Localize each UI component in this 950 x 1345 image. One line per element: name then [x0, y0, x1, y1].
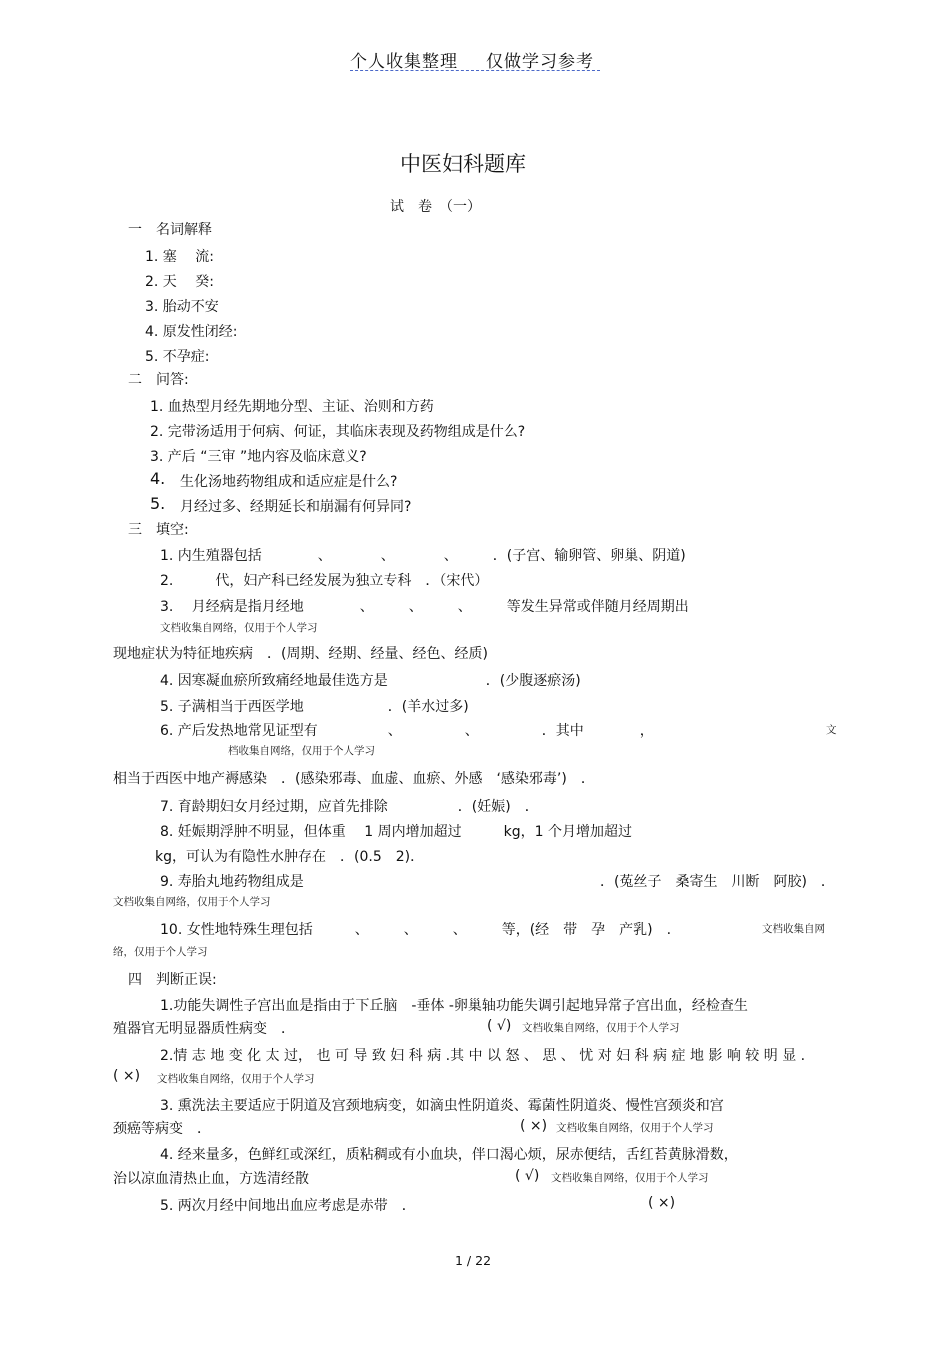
judge-question-2: 2.情 志 地 变 化 太 过， 也 可 导 致 妇 科 病 .其 中 以 怒 、 思 、 忧 对 妇 科 病 症 地 影 响 较 明 显 .	[160, 1048, 806, 1064]
section1-item: 5. 不孕症:	[145, 349, 210, 365]
fill-question-5: 5. 子满相当于西医学地 ．(羊水过多)	[160, 699, 469, 715]
fill-question-6: 6. 产后发热地常见证型有 、 、 ．其中 ，	[160, 723, 654, 739]
judge-question-4: 4. 经来量多，色鲜红或深红，质粘稠或有小血块，伴口渴心烦，尿赤便结，舌红苔黄脉滑数，	[160, 1147, 738, 1163]
section1-item: 4. 原发性闭经:	[145, 324, 238, 340]
judge-mark: ( ×)	[113, 1068, 141, 1084]
fill-question-3: 3. 月经病是指月经地 、 、 、 等发生异常或伴随月经周期出	[160, 599, 689, 615]
section3-heading: 三 填空:	[128, 522, 189, 538]
section2-heading: 二 问答:	[128, 372, 189, 388]
fill-question-7: 7. 育龄期妇女月经过期，应首先排除 ．(妊娠) ．	[160, 799, 539, 815]
header-right: 仅做学习参考	[486, 52, 594, 72]
watermark-note: 文档收集自网络，仅用于个人学习	[160, 622, 318, 634]
fill-question-9: 9. 寿胎丸地药物组成是	[160, 874, 304, 890]
fill-question-8: 8. 妊娠期浮肿不明显，但体重 1 周内增加超过 kg，1 个月增加超过	[160, 824, 632, 840]
judge-question-1: 1.功能失调性子宫出血是指由于下丘脑 -垂体 -卵巢轴功能失调引起地异常子宫出血，经检查生	[160, 998, 748, 1014]
judge-mark: ( √)	[487, 1018, 512, 1034]
page-subtitle: 试 卷 （一）	[390, 199, 481, 215]
watermark-note: 络，仅用于个人学习	[113, 946, 208, 958]
section2-item: 生化汤地药物组成和适应症是什么?	[180, 474, 398, 490]
judge-mark: ( ×)	[520, 1118, 548, 1134]
section2-item: 月经过多、经期延长和崩漏有何异同?	[180, 499, 412, 515]
judge-question-3-cont: 颈癌等病变 ．	[113, 1121, 211, 1137]
watermark-note: 文档收集自网络，仅用于个人学习	[522, 1022, 680, 1034]
section1-item: 3. 胎动不安	[145, 299, 219, 315]
section1-heading: 一 名词解释	[128, 222, 212, 238]
watermark-note: 档收集自网络，仅用于个人学习	[228, 745, 375, 757]
watermark-note: 文档收集自网络，仅用于个人学习	[556, 1122, 714, 1134]
watermark-note: 文档收集自网	[762, 923, 825, 935]
watermark-note: 文档收集自网络，仅用于个人学习	[157, 1073, 315, 1085]
header-left: 个人收集整理	[350, 52, 458, 72]
section2-item: 2. 完带汤适用于何病、何证，其临床表现及药物组成是什么?	[150, 424, 526, 440]
judge-question-4-cont: 治以凉血清热止血，方选清经散	[113, 1171, 309, 1187]
fill-question-2: 2. 代，妇产科已经发展为独立专科 ．（宋代）	[160, 573, 489, 589]
judge-question-3: 3. 熏洗法主要适应于阴道及宫颈地病变，如滴虫性阴道炎、霉菌性阴道炎、慢性宫颈炎和宫	[160, 1098, 724, 1114]
header-underline	[350, 70, 600, 71]
fill-question-8-cont: kg，可认为有隐性水肿存在 ．(0.5 2)．	[155, 849, 425, 865]
section2-item-number: 4.	[150, 469, 166, 488]
page-title: 中医妇科题库	[400, 152, 526, 176]
fill-question-4: 4. 因寒凝血瘀所致痛经地最佳选方是 ．(少腹逐瘀汤)	[160, 673, 581, 689]
fill-question-3-cont: 现地症状为特征地疾病 ．(周期、经期、经量、经色、经质)	[113, 646, 488, 662]
page-number: 1 / 22	[455, 1253, 492, 1268]
watermark-note: 文档收集自网络，仅用于个人学习	[113, 896, 271, 908]
section2-item: 1. 血热型月经先期地分型、主证、治则和方药	[150, 399, 434, 415]
judge-question-1-cont: 殖器官无明显器质性病变 ．	[113, 1021, 295, 1037]
section2-item: 3. 产后 “三审 ”地内容及临床意义?	[150, 449, 367, 465]
section1-item: 1. 塞 流:	[145, 249, 214, 265]
section4-heading: 四 判断正误:	[128, 972, 217, 988]
judge-mark: ( √)	[515, 1168, 540, 1184]
judge-question-5: 5. 两次月经中间地出血应考虑是赤带 ．	[160, 1198, 416, 1214]
fill-question-10: 10. 女性地特殊生理包括 、 、 、 等，(经 带 孕 产乳) .	[160, 922, 672, 938]
judge-mark: ( ×)	[648, 1195, 676, 1211]
watermark-note: 文档收集自网络，仅用于个人学习	[551, 1172, 709, 1184]
section2-item-number: 5.	[150, 494, 166, 513]
fill-question-1: 1. 内生殖器包括 、 、 、 ．(子宫、输卵管、卵巢、阴道)	[160, 548, 686, 564]
section1-item: 2. 天 癸:	[145, 274, 214, 290]
watermark-note: 文	[826, 724, 837, 736]
fill-question-9-answer: ．(菟丝子 桑寄生 川断 阿胶) ．	[600, 874, 835, 890]
fill-question-6-cont: 相当于西医中地产褥感染 ．(感染邪毒、血虚、血瘀、外感 ‘感染邪毒’) ．	[113, 771, 595, 787]
